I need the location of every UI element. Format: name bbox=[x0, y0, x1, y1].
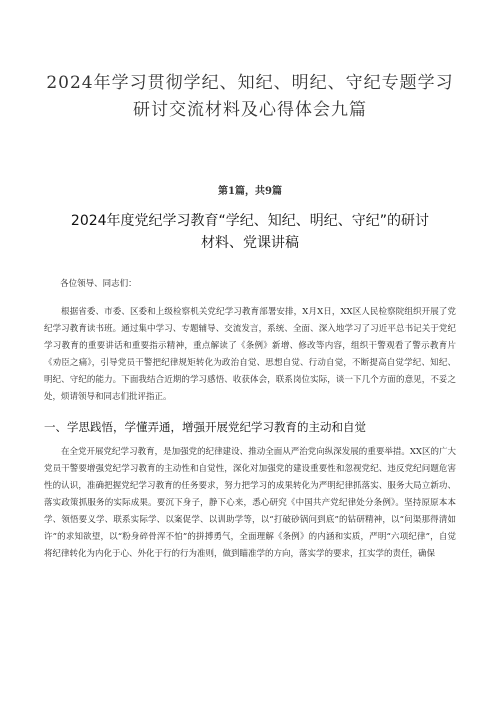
body-paragraph-2: 在全党开展党纪学习教育，是加强党的纪律建设、推动全面从严治党向纵深发展的重要举措。XX区的广大党员干警要增强党纪学习教育的主动性和自觉性，深化对加强党的建设重要性和忽视党纪、违反党纪问题危害性的认识，准确把握党纪学习教育的任务要求，努力把学习的成果转化为严明纪律抓落实、服务大局立新功、落实政策抓服务的实际成果。要沉下身子，静下心来，悉心研究《中国共产党纪律处分条例》。坚持原原本本学、领悟要义学、联系实际学、以案促学、以训助学等，以“打破砂锅问到底”的钻研精神，以“问渠那得清如许”的求知欲望，以“粉身碎骨浑不怕”的拼搏勇气，全面理解《条例》的内涵和实质，严明“六项纪律”，自觉将纪律转化为内化于心、外化于行的行为准则，做到瞄准学的方向，落实学的要求，扛实学的责任，确保 bbox=[44, 447, 456, 559]
article-title bbox=[44, 210, 456, 254]
salutation: 各位领导、同志们： bbox=[60, 279, 137, 289]
section-heading-1: 一、学思践悟，学懂弄通，增强开展党纪学习教育的主动和自觉 bbox=[44, 420, 366, 434]
article-title-line-2: 材料、党课讲稿 bbox=[201, 235, 299, 251]
document-title-line-2: 研讨交流材料及心得体会九篇 bbox=[133, 100, 367, 120]
part-label: 第1篇，共9篇 bbox=[218, 186, 282, 197]
article-title-line-1: 2024年度党纪学习教育“学纪、知纪、明纪、守纪”的研讨 bbox=[70, 213, 430, 229]
body-paragraph-1: 根据省委、市委、区委和上级检察机关党纪学习教育部署安排，X月X日，XX区人民检察院组织开展了党纪学习教育读书班。通过集中学习、专题辅导、交流发言，系统、全面、深入地学习了习近平总书记关于党纪学习教育的重要讲话和重要指示精神，重点解读了《条例》新增、修改等内容，组织干警观看了警示教育片《劝臣之痛》，引导党员干警把纪律规矩转化为政治自觉、思想自觉、行动自觉，不断提高自觉学纪、知纪、明纪、守纪的能力。下面我结合近期的学习感悟、收获体会，联系岗位实际，谈一下几个方面的意见，不妥之处，烦请领导和同志们批评指正。 bbox=[44, 307, 456, 402]
document-title bbox=[44, 0, 456, 124]
document-title-line-1: 2024年学习贯彻学纪、知纪、明纪、守纪专题学习 bbox=[46, 73, 454, 93]
